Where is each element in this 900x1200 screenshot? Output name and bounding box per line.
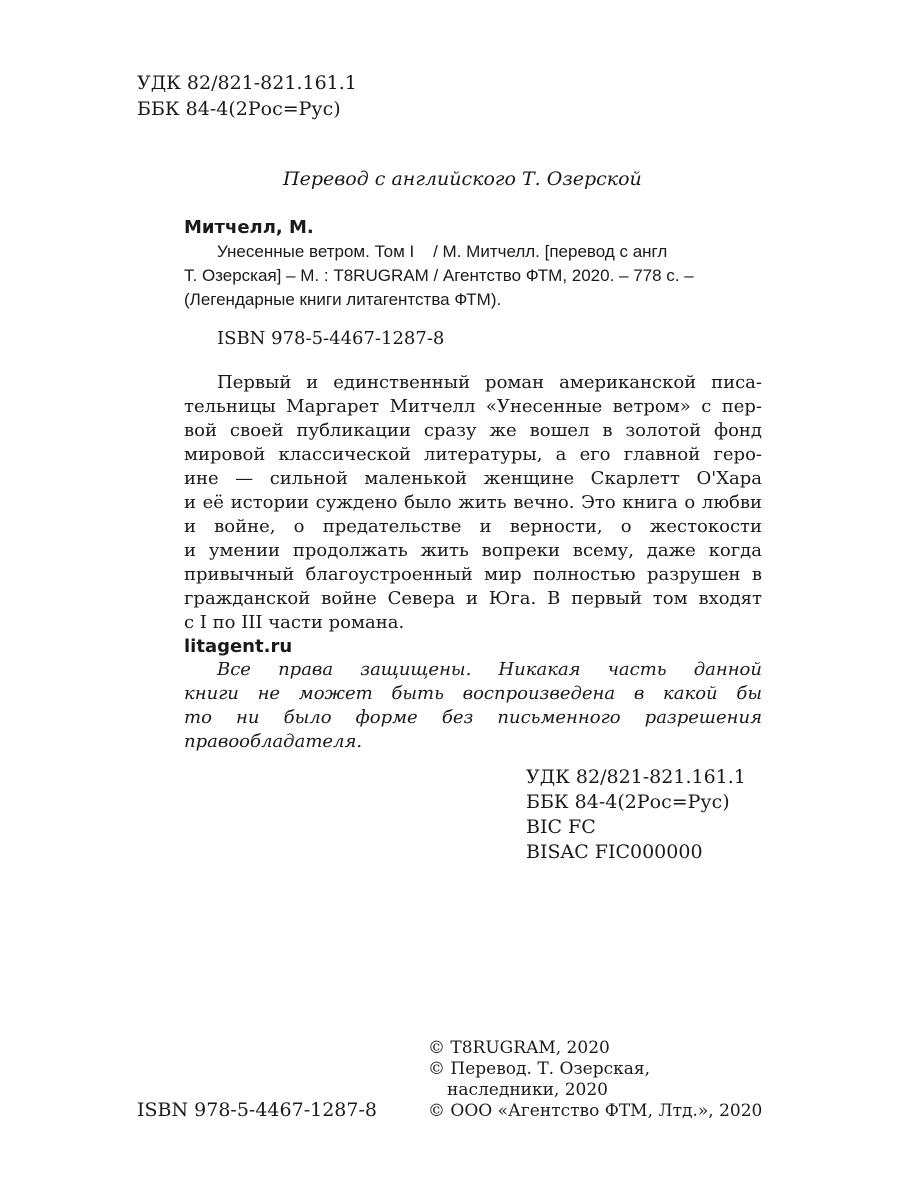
copyright-line: © T8RUGRAM, 2020 <box>428 1038 610 1058</box>
rights-line: Все права защищены. Никакая часть данной <box>217 659 762 680</box>
udk-code: УДК 82/821-821.161.1 <box>526 766 746 788</box>
bibliographic-description <box>184 240 764 312</box>
biblio-line: (Легендарные книги литагентства ФТМ). <box>184 290 502 309</box>
annotation-line: Первый и единственный роман американской писа- <box>217 372 762 393</box>
classification-codes-right <box>526 765 746 865</box>
annotation-line: гражданской войне Севера и Юга. В первый том входят <box>184 588 762 609</box>
author-heading: Митчелл, М. <box>184 217 314 238</box>
copyright-line: наследники, 2020 <box>447 1080 609 1100</box>
bic-code: BIC FC <box>526 816 596 838</box>
classification-codes-top <box>137 70 357 122</box>
annotation-line: и умении продолжать жить вопреки всему, даже когда <box>184 540 762 561</box>
bbk-code: ББК 84-4(2Рос=Рус) <box>137 98 341 120</box>
annotation-line: мировой классической литературы, а его главной геро- <box>184 444 762 465</box>
bisac-code: BISAC FIC000000 <box>526 841 703 863</box>
isbn-bottom: ISBN 978-5-4467-1287-8 <box>137 1099 377 1121</box>
rights-notice <box>184 658 762 754</box>
copyright-line: © ООО «Агентство ФТМ, Лтд.», 2020 <box>428 1101 763 1121</box>
bibliographic-record <box>184 216 764 312</box>
annotation-line: вой своей публикации сразу же вошел в золотой фонд <box>184 420 762 441</box>
udk-code: УДК 82/821-821.161.1 <box>137 72 357 94</box>
site-link: litagent.ru <box>184 636 293 657</box>
translator-note: Перевод с английского Т. Озерской <box>283 168 642 190</box>
annotation-line: и её истории суждено было жить вечно. Это книга о любви <box>184 492 762 513</box>
annotation-line: ине — сильной маленькой женщине Скарлетт О'Хара <box>184 468 762 489</box>
rights-line: то ни было форме без письменного разрешения <box>184 707 762 728</box>
annotation-line: с I по III части романа. <box>184 612 405 633</box>
annotation <box>184 371 762 635</box>
annotation-line: привычный благоустроенный мир полностью разрушен в <box>184 564 762 585</box>
rights-line: правообладателя. <box>184 731 363 752</box>
bbk-code: ББК 84-4(2Рос=Рус) <box>526 791 730 813</box>
annotation-line: тельницы Маргарет Митчелл «Унесенные ветром» с пер- <box>184 396 762 417</box>
biblio-line: Т. Озерская] – М. : T8RUGRAM / Агентство ФТМ, 2020. – 778 с. – <box>184 266 694 285</box>
copyright-notices <box>428 1038 762 1122</box>
isbn-record: ISBN 978-5-4467-1287-8 <box>217 328 445 349</box>
biblio-line: Унесенные ветром. Том I / М. Митчелл. [перевод с англ <box>217 242 668 261</box>
copyright-line: © Перевод. Т. Озерская, <box>428 1059 651 1079</box>
rights-line: книги не может быть воспроизведена в какой бы <box>184 683 762 704</box>
annotation-line: и войне, о предательстве и верности, о жестокости <box>184 516 762 537</box>
